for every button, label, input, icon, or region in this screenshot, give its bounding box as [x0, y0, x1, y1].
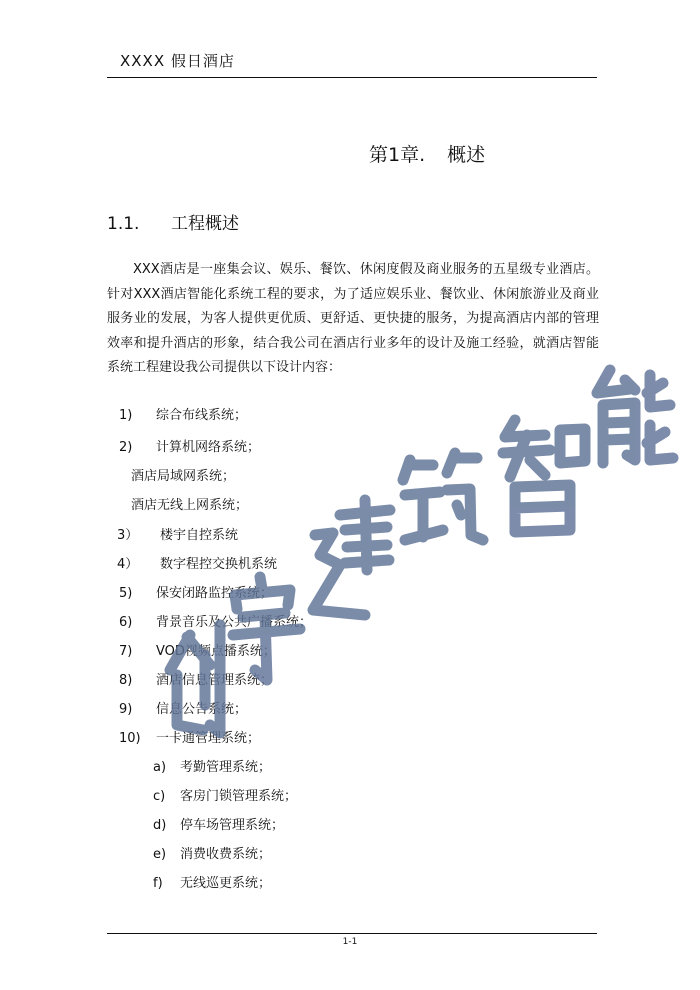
- list-item-label: VOD视频点播系统；: [156, 644, 276, 659]
- list-item-label: 消费收费系统；: [180, 847, 272, 862]
- list-item-label: 一卡通管理系统；: [156, 731, 261, 746]
- list-item-label: 保安闭路监控系统；: [156, 586, 274, 601]
- list-item: [153, 787, 297, 807]
- section-title: 工程概述: [171, 214, 239, 234]
- list-item-number: 5): [119, 586, 133, 601]
- list-item-number: 2): [119, 440, 133, 455]
- list-item: [153, 874, 271, 894]
- list-item-label: 楼宇自控系统: [160, 528, 239, 543]
- list-item-label: 酒店信息管理系统；: [156, 673, 274, 688]
- section-heading: [107, 209, 239, 234]
- chapter-number: 第1章.: [369, 144, 426, 166]
- list-item-letter: e): [153, 847, 167, 862]
- list-item: [119, 406, 247, 426]
- intro-paragraph: XXX酒店是一座集会议、娱乐、餐饮、休闲度假及商业服务的五星级专业酒店。针对XXX酒店智能化系统工程的要求，为了适应娱乐业、餐饮业、休闲旅游业及商业服务业的发展，为客人提供更优质、更舒适、更快捷的服务，为提高酒店内部的管理效率和提升酒店的形象，结合我公司在酒店行业多年的设计及施工经验，就酒店智能系统工程建设我公司提供以下设计内容：: [107, 262, 599, 375]
- list-item-label: 计算机网络系统；: [156, 440, 261, 455]
- list-item-letter: d): [153, 818, 167, 833]
- list-item-label: 酒店局域网系统；: [131, 469, 236, 484]
- list-item-label: 背景音乐及公共广播系统；: [156, 615, 313, 630]
- list-item-label: 无线巡更系统；: [180, 876, 272, 891]
- list-item: [119, 642, 276, 662]
- chapter-heading: [369, 140, 485, 167]
- list-item: [119, 729, 260, 749]
- list-item: [153, 816, 284, 836]
- list-item-label: 数字程控交换机系统: [160, 557, 278, 572]
- list-item: [119, 584, 273, 604]
- list-item-label: 停车场管理系统；: [180, 818, 285, 833]
- list-item: [153, 845, 271, 865]
- list-item-number: 7): [119, 644, 133, 659]
- list-item-number: 6): [119, 615, 133, 630]
- page-number: 1-1: [342, 937, 358, 947]
- list-item-number: 3）: [117, 528, 139, 543]
- list-item-letter: a): [153, 760, 167, 775]
- list-item: [153, 758, 271, 778]
- list-item-label: 综合布线系统；: [156, 408, 248, 423]
- list-item: [117, 526, 238, 546]
- chapter-title: 概述: [447, 144, 486, 166]
- section-number: 1.1.: [107, 214, 140, 234]
- list-item-letter: c): [153, 789, 166, 804]
- list-item: [119, 700, 247, 720]
- list-item-label: 客房门锁管理系统；: [180, 789, 298, 804]
- footer-divider: [107, 933, 597, 934]
- list-item-letter: f): [153, 876, 163, 891]
- list-item: [117, 555, 277, 575]
- list-item: [119, 613, 312, 633]
- header-divider: [107, 77, 597, 78]
- list-item-label: 酒店无线上网系统；: [131, 498, 249, 513]
- list-item-number: 4）: [117, 557, 139, 572]
- header-title: XXXX 假日酒店: [120, 52, 235, 70]
- list-item: [119, 671, 273, 691]
- list-item: [119, 438, 260, 458]
- list-item: [131, 467, 235, 487]
- list-item-number: 1): [119, 408, 133, 423]
- list-item-number: 8): [119, 673, 133, 688]
- list-item-label: 信息公告系统；: [156, 702, 248, 717]
- list-item-number: 10): [119, 731, 141, 746]
- list-item: [131, 496, 248, 516]
- list-item-label: 考勤管理系统；: [180, 760, 272, 775]
- list-item-number: 9): [119, 702, 133, 717]
